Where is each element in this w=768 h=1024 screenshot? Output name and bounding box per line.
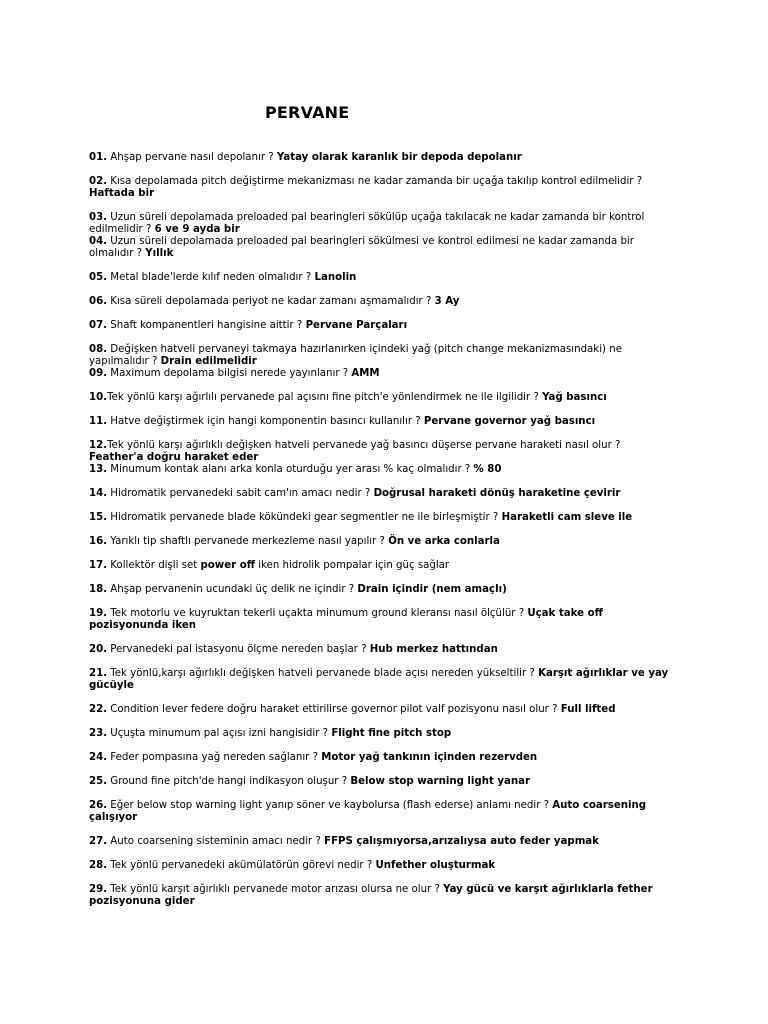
answer-text: FFPS çalışmıyorsa,arızalıysa auto feder yapmak (324, 836, 599, 847)
answer-text: 3 Ay (434, 296, 460, 307)
answer-text: 6 ve 9 ayda bir (154, 224, 240, 235)
item-number: 15. (89, 512, 108, 523)
question-text: Tek yönlü karşı ağırlılı pervanede pal açısını fine pitch'e yönlendirmek ne ile ilgilidir ? (107, 392, 543, 403)
qa-item-18 (89, 584, 678, 596)
question-text: Kısa depolamada pitch değiştirme mekanizması ne kadar zamanda bir uçağa takılıp kontrol edilmelidir ? (107, 176, 643, 187)
answer-text: Yatay olarak karanlık bir depoda depolanır (276, 152, 522, 163)
qa-item-25 (89, 776, 678, 788)
question-text: Tek yönlü,karşı ağırlıklı değişken hatveli pervanede blade açısı nereden yükseltilir ? (107, 668, 539, 679)
qa-item-14 (89, 488, 678, 500)
qa-item-20 (89, 644, 678, 656)
question-text: Uçuşta minumum pal açısı izni hangisidir ? (107, 728, 332, 739)
item-number: 10. (89, 392, 108, 403)
question-text: Pervanedeki pal istasyonu ölçme nereden başlar ? (107, 644, 370, 655)
answer-text: Drain edilmelidir (160, 356, 257, 367)
page-title: PERVANE (265, 103, 350, 122)
answer-text: Doğrusal haraketi dönüş haraketine çevirir (373, 488, 621, 499)
answer-text: Haraketli cam sleve ile (501, 512, 633, 523)
question-text: Uzun süreli depolamada preloaded pal bearingleri sökülüp uçağa takılacak ne kadar zamanda bir kontrol edilmelidir ? (89, 212, 645, 235)
item-number: 13. (89, 464, 108, 475)
qa-item-21 (89, 668, 678, 692)
item-number: 23. (89, 728, 108, 739)
qa-item-12 (89, 440, 678, 464)
item-number: 07. (89, 320, 108, 331)
question-text: Maximum depolama bilgisi nerede yayınlanır ? (107, 368, 352, 379)
question-text: Tek yönlü karşı ağırlıklı değişken hatveli pervanede yağ basıncı düşerse pervane haraketi nasıl olur ? (107, 440, 621, 451)
question-text: Ground fine pitch'de hangi indikasyon oluşur ? (107, 776, 351, 787)
answer-text: Karşıt ağırlıklar ve yay gücüyle (89, 668, 669, 691)
answer-text: Hub merkez hattından (369, 644, 498, 655)
qa-item-11 (89, 416, 678, 428)
question-text: Uzun süreli depolamada preloaded pal bearingleri sökülmesi ve kontrol edilmesi ne kadar zamanda bir olmalıdır ? (89, 236, 634, 259)
answer-text: Flight fine pitch stop (331, 728, 452, 739)
question-text: Hidromatik pervanede blade kökündeki gear segmentler ne ile birleşmiştir ? (107, 512, 502, 523)
answer-text: Full lifted (560, 704, 616, 715)
answer-text: Yay gücü ve karşıt ağırlıklarla fether pozisyonuna gider (89, 884, 653, 907)
answer-text: Haftada bir (89, 188, 155, 199)
qa-item-27 (89, 836, 678, 848)
answer-text: AMM (351, 368, 380, 379)
question-text: Condition lever federe doğru haraket ettirilirse governor pilot valf pozisyonu nasıl olur ? (107, 704, 561, 715)
qa-item-22 (89, 704, 678, 716)
item-number: 17. (89, 560, 108, 571)
qa-item-16 (89, 536, 678, 548)
item-number: 14. (89, 488, 108, 499)
answer-text: Unfether oluşturmak (375, 860, 496, 871)
answer-text: Drain içindir (nem amaçlı) (357, 584, 507, 595)
item-number: 26. (89, 800, 108, 811)
item-number: 28. (89, 860, 108, 871)
qa-item-10 (89, 392, 678, 404)
answer-text: Lanolin (314, 272, 357, 283)
item-number: 06. (89, 296, 108, 307)
item-number: 18. (89, 584, 108, 595)
item-number: 19. (89, 608, 108, 619)
qa-item-05 (89, 272, 678, 284)
item-number: 27. (89, 836, 108, 847)
item-number: 24. (89, 752, 108, 763)
question-text: Kollektör dişli set (107, 560, 201, 571)
item-number: 25. (89, 776, 108, 787)
qa-item-15 (89, 512, 678, 524)
qa-item-23 (89, 728, 678, 740)
qa-item-06 (89, 296, 678, 308)
answer-text: Motor yağ tankının içinden rezervden (321, 752, 538, 763)
answer-text: Yıllık (145, 248, 174, 259)
answer-text: % 80 (473, 464, 502, 475)
answer-text: power off (200, 560, 255, 571)
item-number: 02. (89, 176, 108, 187)
item-number: 01. (89, 152, 108, 163)
item-number: 12. (89, 440, 108, 451)
item-number: 21. (89, 668, 108, 679)
qa-item-08 (89, 344, 678, 368)
item-number: 29. (89, 884, 108, 895)
question-text: Hatve değiştirmek için hangi komponentin basıncı kullanılır ? (107, 416, 424, 427)
qa-item-09 (89, 368, 678, 380)
qa-item-17 (89, 560, 678, 572)
qa-item-28 (89, 860, 678, 872)
answer-text: Uçak take off pozisyonunda iken (89, 608, 603, 631)
qa-item-07 (89, 320, 678, 332)
question-text-continued: iken hidrolik pompalar için güç sağlar (254, 560, 450, 571)
qa-item-26 (89, 800, 678, 824)
item-number: 08. (89, 344, 108, 355)
question-text: Auto coarsening sisteminin amacı nedir ? (107, 836, 325, 847)
qa-item-29 (89, 884, 678, 908)
answer-text: Yağ basıncı (542, 392, 607, 403)
question-text: Ahşap pervane nasıl depolanır ? (107, 152, 277, 163)
answer-text: Feather'a doğru haraket eder (89, 452, 259, 463)
question-text: Ahşap pervanenin ucundaki üç delik ne içindir ? (107, 584, 358, 595)
question-text: Feder pompasına yağ nereden sağlanır ? (107, 752, 322, 763)
item-number: 05. (89, 272, 108, 283)
answer-text: Pervane Parçaları (305, 320, 408, 331)
question-text: Yarıklı tip shaftlı pervanede merkezleme nasıl yapılır ? (107, 536, 389, 547)
question-text: Kısa süreli depolamada periyot ne kadar zamanı aşmamalıdır ? (107, 296, 435, 307)
item-number: 09. (89, 368, 108, 379)
qa-item-02 (89, 176, 678, 200)
answer-text: Auto coarsening çalışıyor (89, 800, 647, 823)
qa-item-13 (89, 464, 678, 476)
item-number: 04. (89, 236, 108, 247)
question-list (89, 152, 678, 908)
item-number: 22. (89, 704, 108, 715)
question-text: Tek yönlü karşıt ağırlıklı pervanede motor arızası olursa ne olur ? (107, 884, 444, 895)
item-number: 20. (89, 644, 108, 655)
question-text: Değişken hatveli pervaneyi takmaya hazırlanırken içindeki yağ (pitch change mekanizmasındaki) ne yapılmalıdır ? (89, 344, 622, 367)
question-text: Shaft kompanentleri hangisine aittir ? (107, 320, 306, 331)
qa-item-04 (89, 236, 678, 260)
question-text: Tek motorlu ve kuyruktan tekerli uçakta minumum ground kleransı nasıl ölçülür ? (107, 608, 528, 619)
answer-text: Ön ve arka conlarla (388, 536, 500, 547)
question-text: Hidromatik pervanedeki sabit cam'ın amacı nedir ? (107, 488, 374, 499)
item-number: 11. (89, 416, 108, 427)
question-text: Minumum kontak alanı arka konla oturduğu yer arası % kaç olmalıdır ? (107, 464, 474, 475)
answer-text: Below stop warning light yanar (350, 776, 531, 787)
item-number: 16. (89, 536, 108, 547)
qa-item-01 (89, 152, 678, 164)
qa-item-19 (89, 608, 678, 632)
question-text: Tek yönlü pervanedeki akümülatörün görevi nedir ? (107, 860, 376, 871)
qa-item-03 (89, 212, 678, 236)
answer-text: Pervane governor yağ basıncı (423, 416, 596, 427)
question-text: Metal blade'lerde kılıf neden olmalıdır ? (107, 272, 315, 283)
qa-item-24 (89, 752, 678, 764)
item-number: 03. (89, 212, 108, 223)
question-text: Eğer below stop warning light yanıp söner ve kaybolursa (flash ederse) anlamı nedir ? (107, 800, 553, 811)
